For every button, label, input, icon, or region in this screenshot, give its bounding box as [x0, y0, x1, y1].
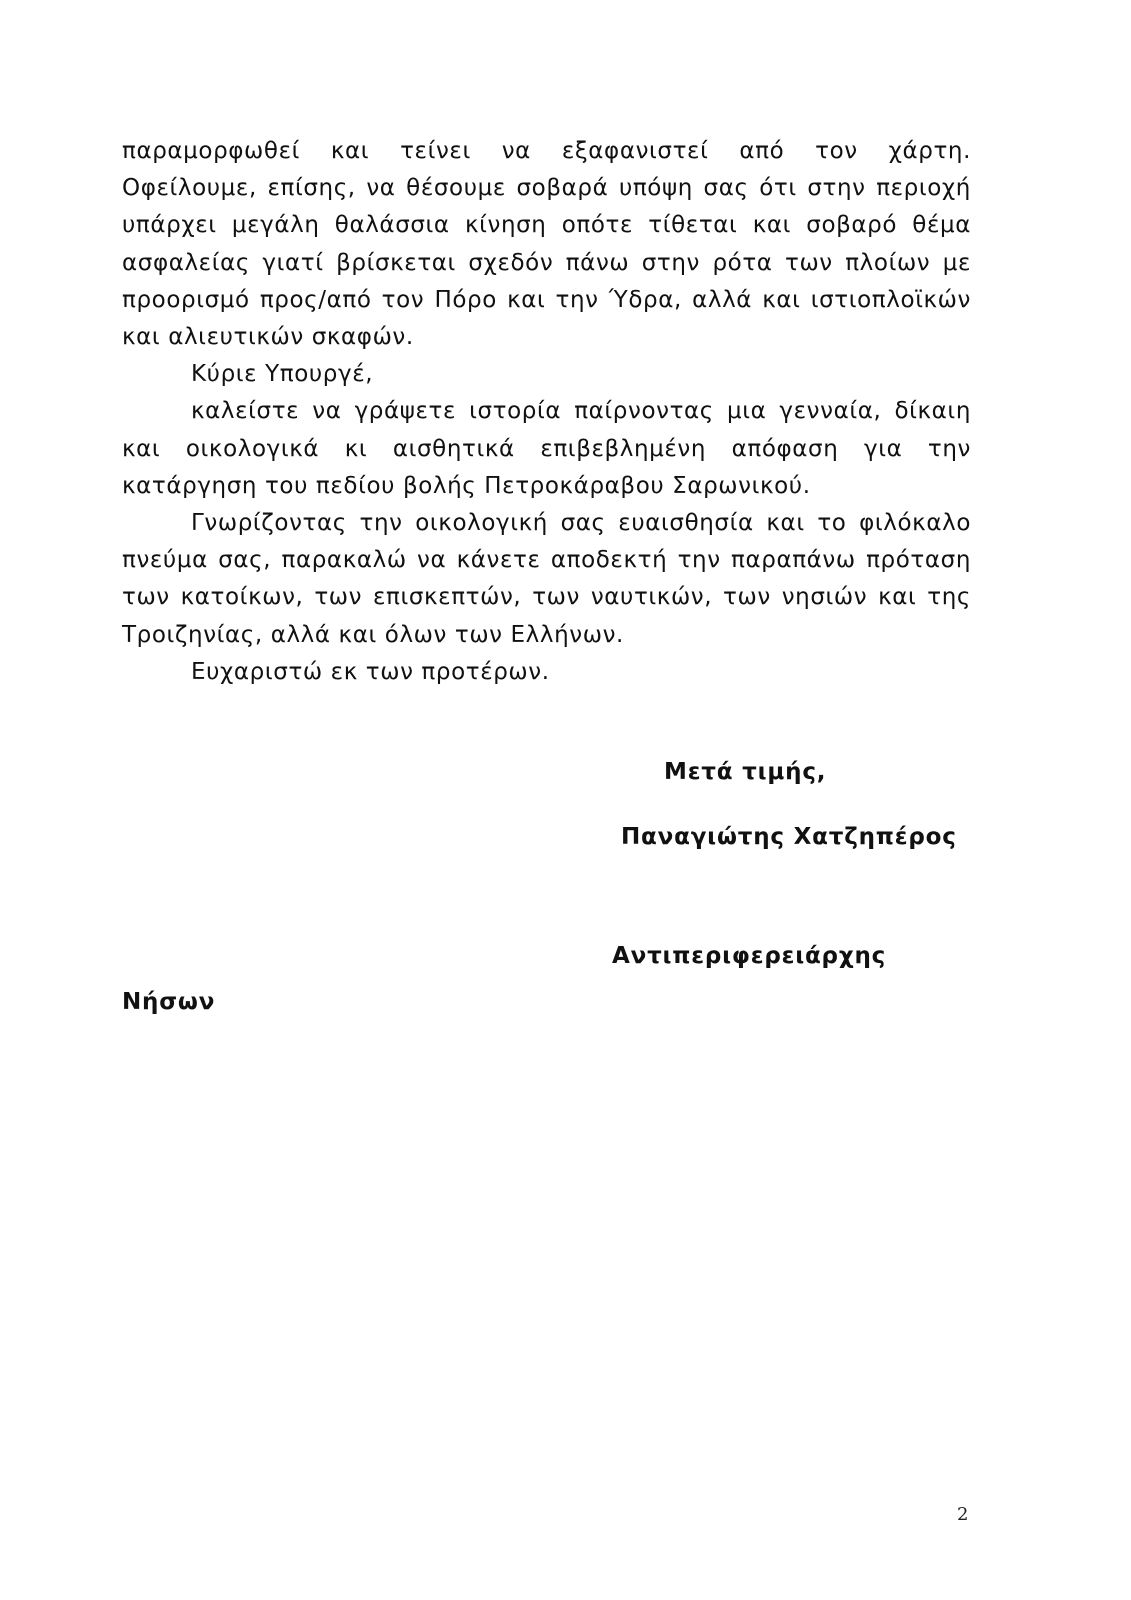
closing-phrase: Μετά τιμής, [664, 759, 827, 785]
continuation-paragraph: Οφείλουμε, επίσης, να θέσουμε σοβαρά υπόψη σας ότι στην περιοχή υπάρχει μεγάλη θαλάσσια κίνηση οπότε τίθεται και σοβαρό θέμα ασφαλείας γιατί βρίσκεται σχεδόν πάνω στην ρότα των πλοίων με προορισμό προς/από τον Πόρο και την Ύδρα, αλλά και ιστιοπλοϊκών και αλιευτικών σκαφών. [122, 175, 971, 351]
continuation-first-line: παραμορφωθεί και τείνει να εξαφανιστεί από τον χάρτη. [122, 138, 971, 164]
page-number: 2 [957, 1504, 969, 1525]
signer-title-line2: Νήσων [122, 989, 216, 1015]
signer-title-line1: Αντιπεριφερειάρχης [612, 943, 887, 969]
letter-body [122, 133, 971, 691]
salutation: Κύριε Υπουργέ, [191, 361, 374, 388]
thanks-line: Ευχαριστώ εκ των προτέρων. [191, 658, 550, 685]
request-paragraph: Γνωρίζοντας την οικολογική σας ευαισθησία και το φιλόκαλο πνεύμα σας, παρακαλώ να κάνετε αποδεκτή την παραπάνω πρόταση των κατοίκων, των επισκεπτών, των ναυτικών, των νησιών και της Τροιζηνίας, αλλά και όλων των Ελλήνων. [122, 510, 971, 648]
call-paragraph: καλείστε να γράψετε ιστορία παίρνοντας μια γενναία, δίκαιη και οικολογικά κι αισθητικά επιβεβλημένη απόφαση για την κατάργηση του πεδίου βολής Πετροκάραβου Σαρωνικού. [122, 398, 971, 499]
signer-name: Παναγιώτης Χατζηπέρος [621, 824, 957, 850]
